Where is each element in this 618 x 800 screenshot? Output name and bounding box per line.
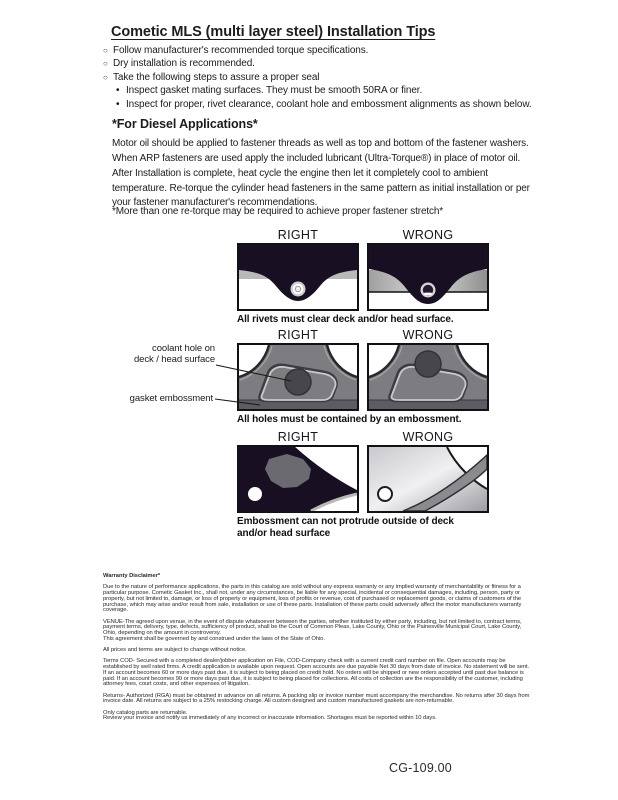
warranty-paragraph: All prices and terms are subject to change without notice. (103, 647, 247, 653)
open-bullet-icon: ○ (103, 72, 108, 82)
open-bullet-icon: ○ (103, 59, 108, 69)
coolant-hole-annotation (100, 343, 215, 365)
rivet-clearance-wrong-diagram (367, 243, 489, 311)
right-label: RIGHT (277, 228, 319, 242)
diesel-paragraph: Motor oil should be applied to fastener threads as well as top and bottom of the fastener washers. When ARP fasteners are used apply the included lubricant (Ultra-Torque®) in place of motor oil. (112, 138, 529, 164)
warranty-disclaimer (103, 574, 530, 728)
warranty-paragraph: Due to the nature of performance applications, the parts in this catalog are sold without any express warranty or any implied warranty of merchantability or fitness for a particular purpose. Cometic Gasket Inc., shall not, under any circumstances, be liable for any special, incidental or consequential damages, including, person, party or property, but not limited to, damage, or loss of property or equipment, loss of profits or revenue, cost of purchased or replacement goods, or claims of customers of the purchase, which may arise and/or result from sale, installation or use of these parts. Installation of these parts could adversely affect the motor manufacturers warranty coverage. (103, 584, 522, 614)
wrong-label: WRONG (402, 328, 454, 342)
right-label: RIGHT (277, 328, 319, 342)
rivet-clearance-right-diagram (237, 243, 359, 311)
embossment-wrong-diagram (367, 445, 489, 513)
wrong-label: WRONG (402, 430, 454, 444)
warranty-paragraph: Terms COD- Secured with a completed dealer/jobber application on File, COD-Company check with a current credit card number on file. Open accounts may be established by well rated firms. A credit application is available upon request. Open accounts are due payable Net 30 days from date of invoice. No statement will be sent. If an account becomes 60 or more days past due, it is subject to being placed on credit hold. No orders will be shipped or new orders accepted until past due balance is paid. If an account becomes 90 or more days past due, it is subject to being placed for collections. All costs of collection are the responsibility of the customer, including attorney fees, court costs, and other expenses of litigation. (103, 658, 530, 688)
open-bullet-icon: ○ (103, 46, 108, 55)
warranty-paragraph: Only catalog parts are returnable. (103, 709, 188, 716)
row2-caption: All holes must be contained by an embossment. (237, 414, 462, 425)
warranty-heading: Warranty Disclaimer* (103, 573, 161, 579)
list-item (103, 57, 539, 70)
installation-tips-list (103, 44, 539, 111)
list-item (116, 84, 539, 97)
warranty-paragraph: Returns- Authorized (RGA) must be obtained in advance on all returns. A packing slip or invoice number must accompany the merchandise. No returns after 30 days from invoice date. All returns are subject to a 25% restocking charge. All custom designed and custom manufactured gaskets are non-returnable. (103, 692, 530, 705)
gasket-embossment-annotation: gasket embossment (129, 393, 213, 404)
page-number: CG-109.00 (389, 761, 452, 775)
tip-text: Dry installation is recommended. (113, 58, 255, 70)
list-item (103, 71, 539, 84)
wrong-label: WRONG (402, 228, 454, 242)
coolant-hole-wrong-diagram (367, 343, 489, 411)
filled-bullet-icon: • (116, 85, 120, 97)
tip-text: Take the following steps to assure a proper seal (113, 71, 320, 83)
warranty-paragraph: This agreement shall be governed by and construed under the laws of the State of Ohio. (103, 635, 325, 642)
annotation-text: deck / head surface (133, 354, 215, 365)
caption-text: and/or head surface (237, 528, 331, 539)
embossment-right-diagram (237, 445, 359, 513)
filled-bullet-icon: • (116, 98, 120, 110)
tip-text: Follow manufacturer's recommended torque specifications. (113, 45, 369, 56)
warranty-paragraph: Review your invoice and notify us immediately of any incorrect or inaccurate information. Shortages must be reported within 10 days. (103, 715, 437, 722)
diesel-paragraph: After Installation is complete, heat cycle the engine then let it completely cool to ambient temperature. Re-torque the cylinder head fasteners in the same pattern as initial installation or per your fastener manufacturer's recommendations. (112, 168, 530, 209)
warranty-paragraph: VENUE-The agreed upon venue, in the event of dispute whatsoever between the parties, whether instituted by either party, including, but not limited to, contract terms, payment terms, delivery, type, defects, sufficiency of product, shall be the Court of Common Pleas, Lake County, Ohio or the Painesville Municipal Court, Lake County, Ohio, depending on the amount in controversy. (103, 618, 522, 636)
list-item (103, 44, 539, 57)
row3-caption (237, 516, 477, 540)
annotation-text: coolant hole on (152, 343, 215, 354)
list-item (116, 98, 539, 111)
tip-text: Inspect for proper, rivet clearance, coolant hole and embossment alignments as shown below. (126, 98, 532, 110)
row1-caption: All rivets must clear deck and/or head surface. (237, 314, 454, 325)
page-title: Cometic MLS (multi layer steel) Installation Tips (111, 24, 436, 40)
coolant-hole-right-diagram (237, 343, 359, 411)
caption-text: Embossment can not protrude outside of deck (237, 516, 454, 527)
diesel-heading: *For Diesel Applications* (112, 117, 258, 131)
right-label: RIGHT (277, 430, 319, 444)
tip-text: Inspect gasket mating surfaces. They must be smooth 50RA or finer. (126, 85, 423, 97)
diesel-note: *More than one re-torque may be required to achieve proper fastener stretch* (112, 206, 444, 217)
